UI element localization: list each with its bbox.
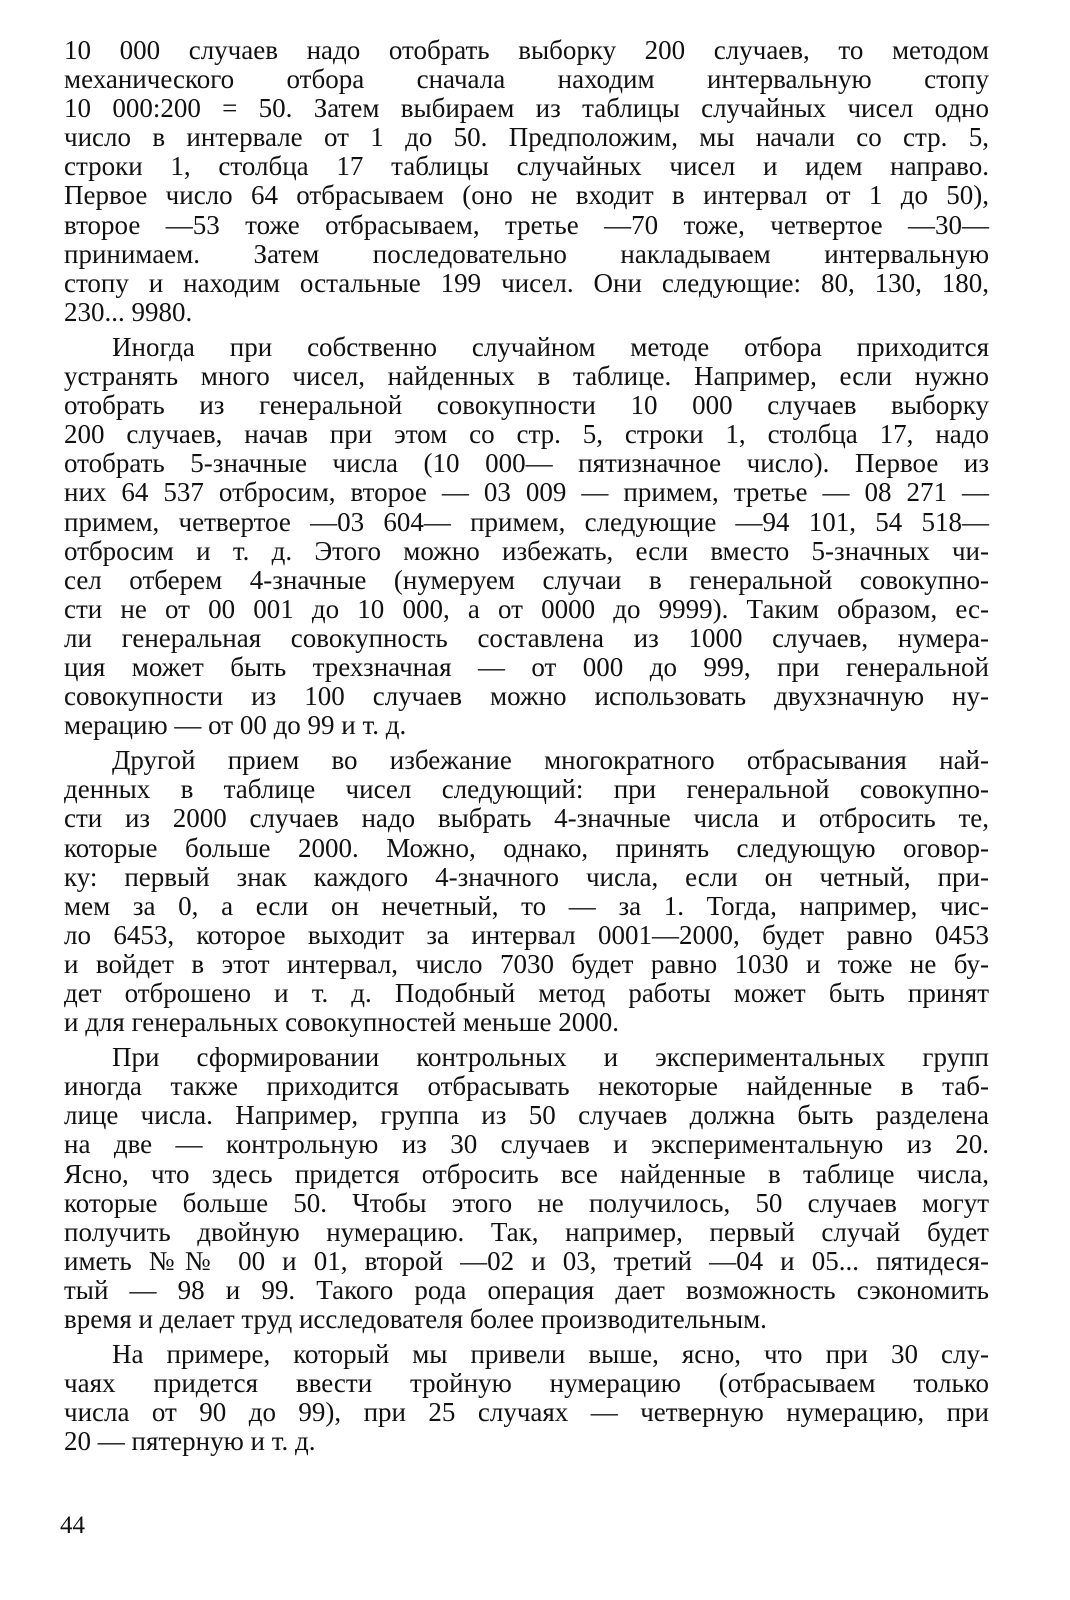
- page-body: [64, 36, 989, 1463]
- text-line: На примере, который мы привели выше, ясно, что при 30 слу-: [112, 1339, 989, 1370]
- text-line: отбросим и т. д. Этого можно избежать, если вместо 5-значных чи-: [64, 535, 989, 566]
- text-line: Иногда при собственно случайном методе отбора приходится: [112, 331, 989, 362]
- text-line: них 64 537 отбросим, второе — 03 009 — примем, третье — 08 271 —: [64, 477, 989, 508]
- text-line: устранять много чисел, найденных в таблице. Например, если нужно: [64, 361, 989, 392]
- text-line: тый — 98 и 99. Такого рода операция дает возможность сэкономить: [64, 1274, 989, 1305]
- text-line: стопу и находим остальные 199 чисел. Они следующие: 80, 130, 180,: [64, 267, 989, 298]
- text-line: чаях придется ввести тройную нумерацию (отбрасываем только: [64, 1368, 989, 1399]
- text-line: сти не от 00 001 до 10 000, а от 0000 до 9999). Таким образом, ес-: [64, 593, 989, 624]
- page-number: 44: [60, 1512, 85, 1539]
- text-line: 20 — пятерную и т. д.: [64, 1426, 316, 1457]
- text-line: время и делает труд исследователя более производительным.: [64, 1304, 767, 1335]
- text-line: Другой прием во избежание многократного отбрасывания най-: [112, 745, 989, 776]
- text-line: Первое число 64 отбрасываем (оно не входит в интервал от 1 до 50),: [64, 180, 989, 211]
- text-line: совокупности из 100 случаев можно использовать двухзначную ну-: [64, 681, 989, 712]
- text-line: мерацию — от 00 до 99 и т. д.: [64, 710, 407, 741]
- text-line: которые больше 2000. Можно, однако, принять следующую оговор-: [64, 832, 989, 863]
- text-line: 10 000:200 = 50. Затем выбираем из таблицы случайных чисел одно: [64, 93, 989, 124]
- text-line: мем за 0, а если он нечетный, то — за 1. Тогда, например, чис-: [64, 890, 989, 921]
- text-line: сел отберем 4-значные (нумеруем случаи в генеральной совокупно-: [64, 564, 989, 595]
- text-line: на две — контрольную из 30 случаев и экспериментальную из 20.: [64, 1129, 989, 1160]
- text-line: отобрать из генеральной совокупности 10 000 случаев выборку: [64, 390, 989, 421]
- paragraph-2: [64, 333, 989, 740]
- paragraph-4: [64, 1043, 989, 1334]
- text-line: иногда также приходится отбрасывать некоторые найденные в таб-: [64, 1071, 989, 1102]
- text-line: сти из 2000 случаев надо выбрать 4-значные числа и отбросить те,: [64, 803, 989, 834]
- text-line: получить двойную нумерацию. Так, например, первый случай будет: [64, 1216, 989, 1247]
- paragraph-5: [64, 1340, 989, 1456]
- text-line: 10 000 случаев надо отобрать выборку 200 случаев, то методом: [64, 35, 989, 65]
- paragraph-3: [64, 746, 989, 1037]
- text-line: число в интервале от 1 до 50. Предположим, мы начали со стр. 5,: [64, 122, 989, 153]
- text-line: дет отброшено и т. д. Подобный метод работы может быть принят: [64, 978, 989, 1008]
- text-line: и для генеральных совокупностей меньше 2000.: [64, 1007, 619, 1038]
- text-line: ку: первый знак каждого 4-значного числа, если он четный, при-: [64, 861, 989, 892]
- text-line: денных в таблице чисел следующий: при генеральной совокупно-: [64, 774, 989, 805]
- text-line: числа от 90 до 99), при 25 случаях — четверную нумерацию, при: [64, 1397, 989, 1428]
- text-line: которые больше 50. Чтобы этого не получилось, 50 случаев могут: [64, 1187, 989, 1218]
- text-line: механического отбора сначала находим интервальную стопу: [64, 64, 989, 95]
- text-line: принимаем. Затем последовательно накладываем интервальную: [64, 238, 989, 269]
- text-line: 200 случаев, начав при этом со стр. 5, строки 1, столбца 17, надо: [64, 419, 989, 450]
- text-line: отобрать 5-значные числа (10 000— пятизначное число). Первое из: [64, 448, 989, 479]
- text-line: и войдет в этот интервал, число 7030 будет равно 1030 и тоже не бу-: [64, 948, 989, 979]
- text-line: ли генеральная совокупность составлена из 1000 случаев, нумера-: [64, 622, 989, 653]
- text-line: второе —53 тоже отбрасываем, третье —70 тоже, четвертое —30—: [64, 209, 989, 240]
- paragraph-1: [64, 36, 989, 327]
- text-line: лице числа. Например, группа из 50 случаев должна быть разделена: [64, 1100, 989, 1131]
- text-line: строки 1, столбца 17 таблицы случайных чисел и идем направо.: [64, 151, 989, 182]
- text-line: ция может быть трехзначная — от 000 до 999, при генеральной: [64, 651, 989, 682]
- text-line: иметь №№ 00 и 01, второй —02 и 03, третий —04 и 05... пятидеся-: [64, 1245, 989, 1276]
- text-line: 230... 9980.: [64, 296, 193, 327]
- text-line: примем, четвертое —03 604— примем, следующие —94 101, 54 518—: [64, 506, 989, 537]
- text-line: Ясно, что здесь придется отбросить все найденные в таблице числа,: [64, 1158, 989, 1189]
- text-line: ло 6453, которое выходит за интервал 0001—2000, будет равно 0453: [64, 919, 989, 950]
- text-line: При сформировании контрольных и экспериментальных групп: [112, 1042, 989, 1073]
